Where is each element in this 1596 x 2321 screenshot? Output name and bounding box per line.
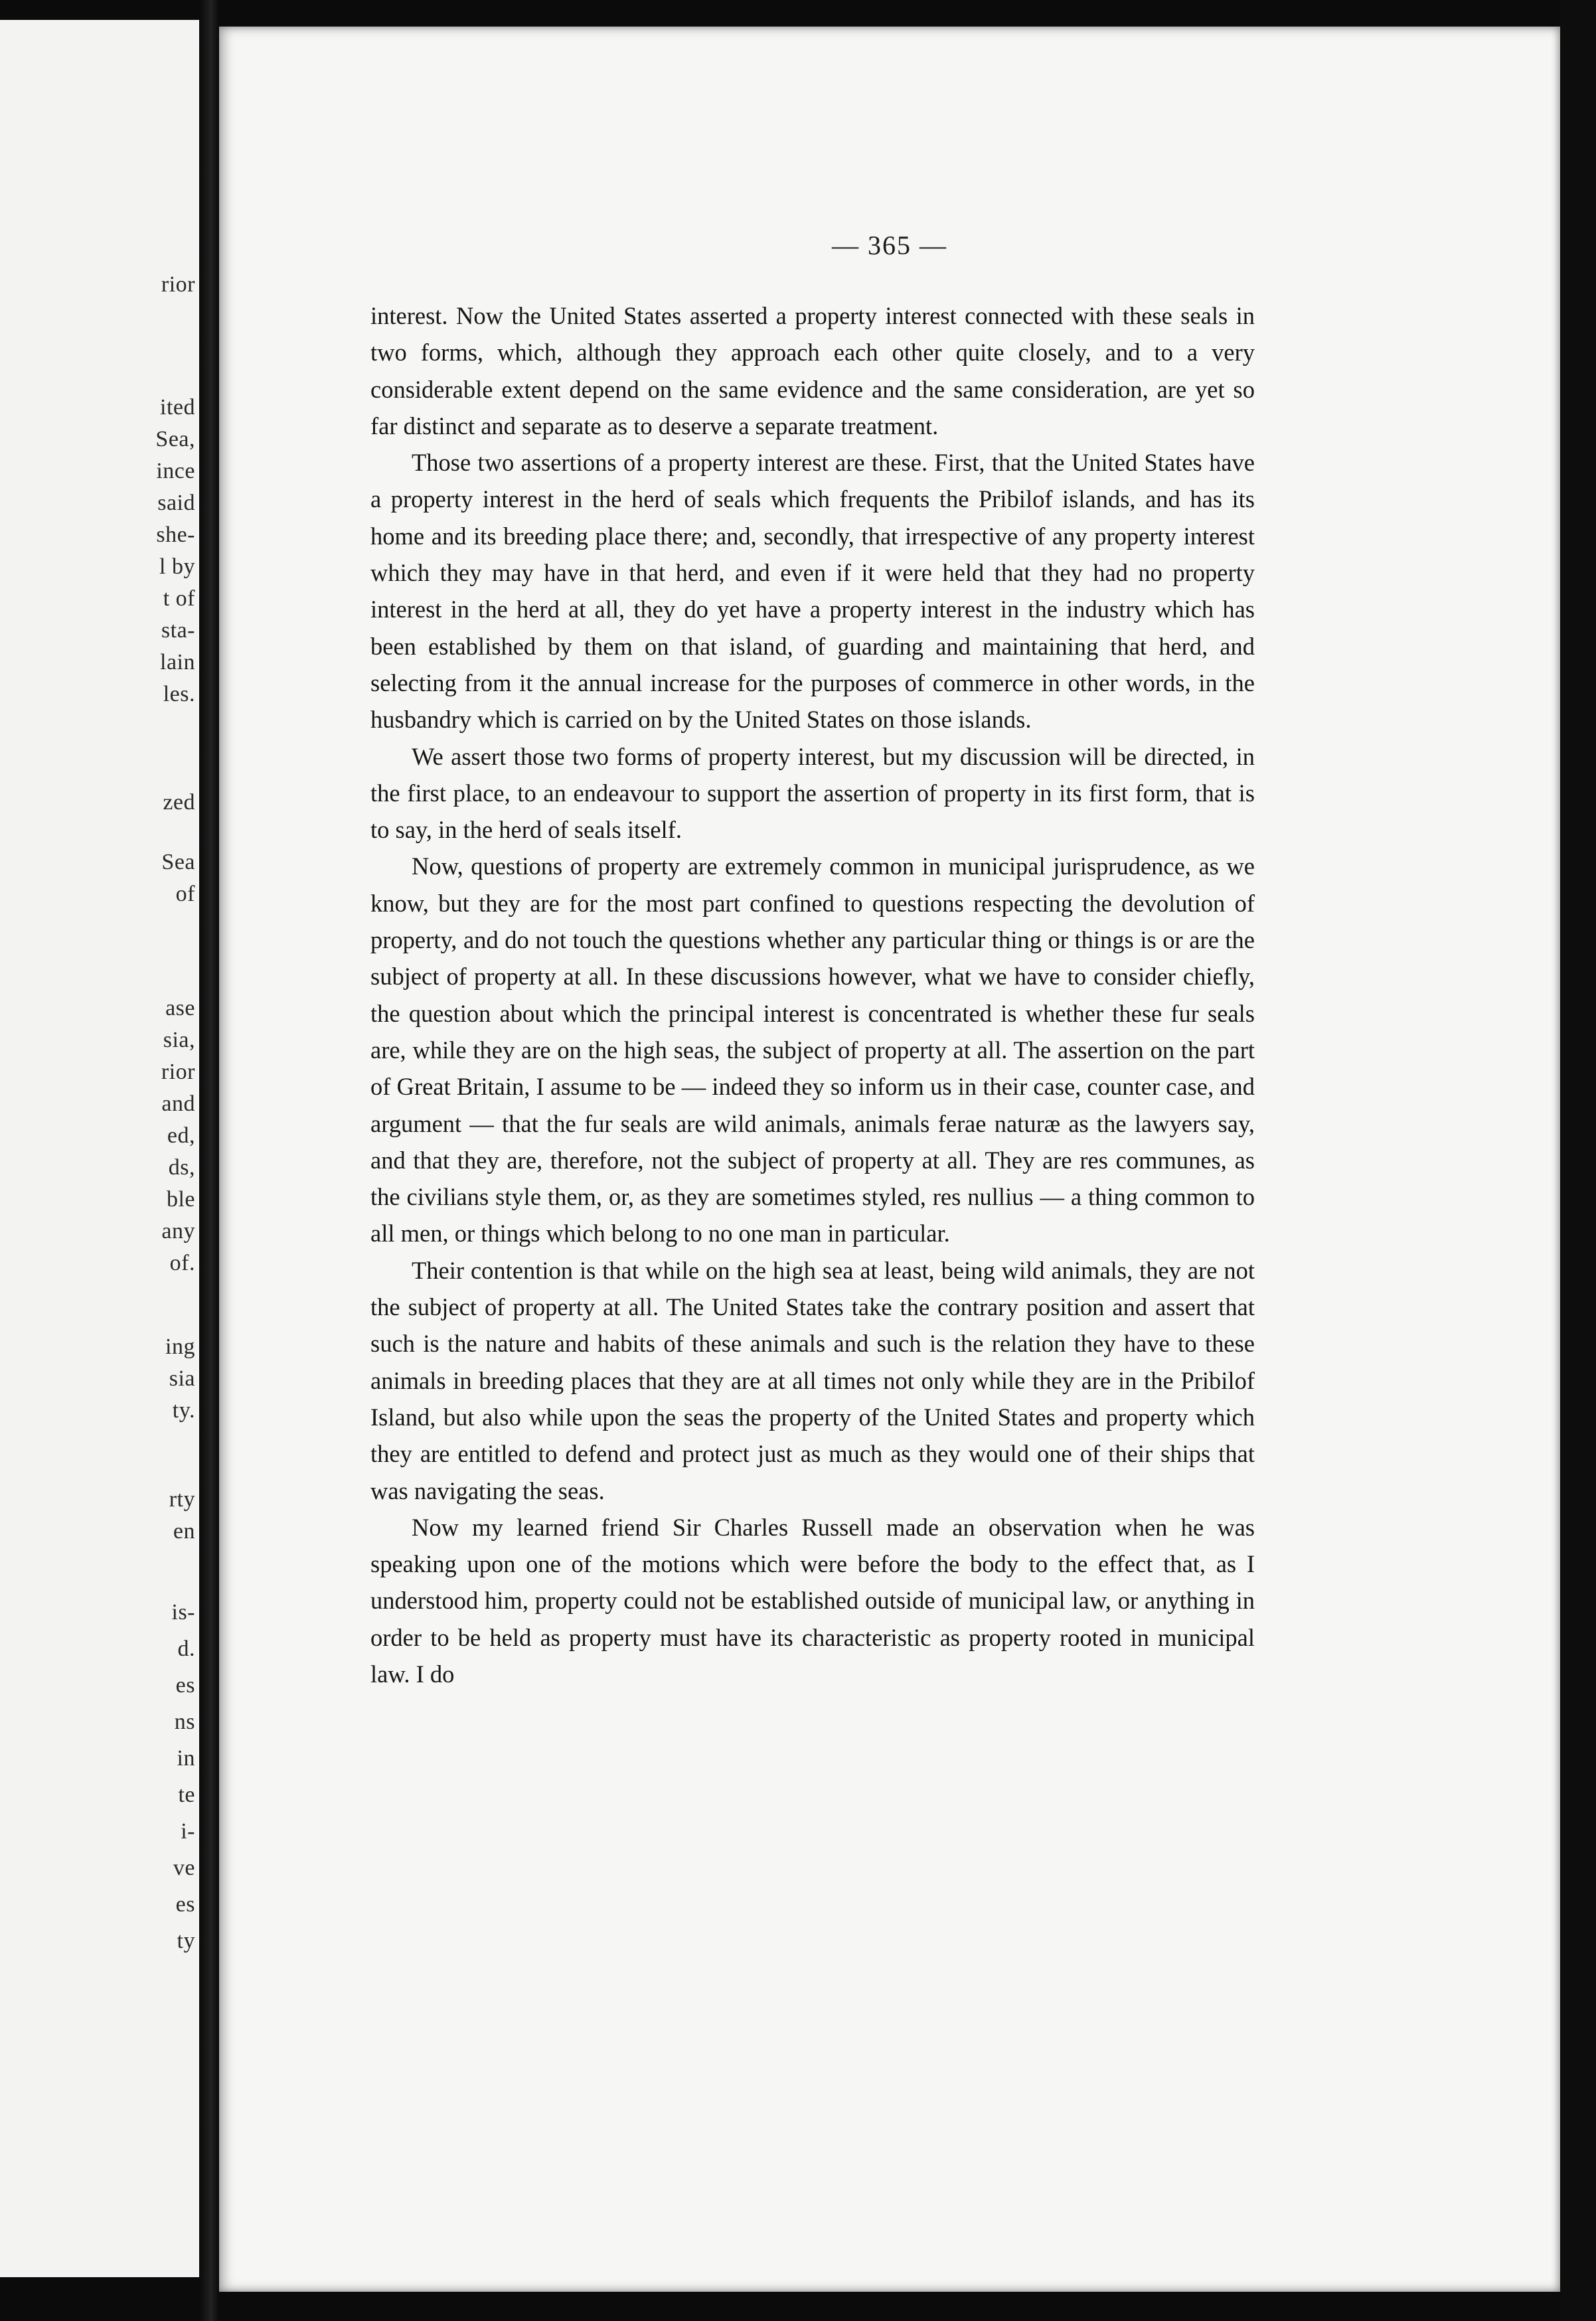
left-fragment: ase — [165, 996, 195, 1020]
left-fragment: es — [175, 1892, 195, 1917]
left-fragment: ty. — [172, 1398, 195, 1423]
paragraph: Now, questions of property are extremely common in municipal jurisprudence, as we know, but they are for the most part confined to questions respecting the devolution of property, and do not touch the questions whether any particular thing or things is or are the subject of property at all. In these discussions however, what we have to consider chiefly, the question about which the principal interest is concentrated is whether these fur seals are, while they are on the high seas, the subject of property at all. The assertion on the part of Great Britain, I assume to be — indeed they so inform us in their case, counter case, and argument — that the fur seals are wild animals, animals ferae naturæ as the lawyers say, and that they are, therefore, not the subject of property at all. They are res communes, as the civilians style them, or, as they are sometimes styled, res nullius — a thing common to all men, or things which belong to no one man in particular. — [370, 852, 1255, 1247]
main-page — [219, 27, 1560, 2292]
paragraph: Their contention is that while on the high sea at least, being wild animals, they are not the subject of property at all. The United States take the contrary position and assert that such is the nature and habits of these animals and such is the relation they have to these animals in breeding places that they are at all times not only while they are in the Pribilof Island, but also while upon the seas the property of the United States and property which they are entitled to defend and protect just as much as they would one of their ships that was navigating the seas. — [370, 1256, 1255, 1504]
left-fragment: any — [161, 1219, 195, 1243]
left-fragment: Sea, — [155, 427, 195, 451]
left-fragment: rior — [161, 1060, 195, 1084]
left-fragment: es — [175, 1673, 195, 1698]
page-number: — 365 — — [832, 230, 947, 260]
book-gutter — [199, 0, 219, 2321]
left-fragment: l by — [159, 554, 195, 579]
left-fragment: ble — [166, 1187, 195, 1212]
left-fragment: sia — [169, 1366, 195, 1391]
left-fragment: ns — [174, 1710, 195, 1734]
left-fragment: t of — [163, 586, 195, 611]
left-fragment: rior — [161, 272, 195, 297]
left-fragment: en — [173, 1519, 195, 1544]
left-fragment: said — [157, 491, 195, 515]
left-fragment: sia, — [163, 1028, 195, 1052]
left-fragment: of — [175, 882, 195, 906]
left-fragment: ve — [173, 1856, 195, 1880]
left-fragment: zed — [163, 790, 195, 815]
left-fragment: d. — [177, 1637, 195, 1661]
left-page-fragments — [0, 20, 199, 2277]
left-fragment: and — [161, 1091, 195, 1116]
left-fragment: lain — [160, 650, 195, 675]
left-fragment: she- — [156, 522, 195, 547]
paragraph: We assert those two forms of property interest, but my discussion will be directed, in the first place, to an endeavour to support the assertion of property in its first form, that is to say, in the herd of seals itself. — [370, 742, 1255, 844]
paragraph: Now my learned friend Sir Charles Russell made an observation when he was speaking upon one of the motions which were before the body to the effect that, as I understood him, property could not be established outside of municipal law, or anything in order to be held as property must have its characteristic as property rooted in municipal law. I do — [370, 1513, 1255, 1688]
left-fragment: te — [178, 1783, 195, 1807]
left-fragment: rty — [169, 1487, 195, 1512]
paragraph: Those two assertions of a property interest are these. First, that the United States have a property interest in the herd of seals which frequents the Pribilof islands, and has its home and its breeding place there; and, secondly, that irrespective of any property interest which they may have in that herd, and even if it were held that they had no property interest in the herd at all, they do yet have a property interest in the industry which has been established by them on that island, of guarding and maintaining that herd, and selecting from it the annual increase for the purposes of commerce in other words, in the husbandry which is carried on by the United States on those islands. — [370, 449, 1255, 734]
left-fragment: ds, — [168, 1155, 195, 1180]
left-facing-page — [0, 20, 199, 2277]
left-fragment: ed, — [167, 1123, 195, 1148]
left-fragment: sta- — [161, 618, 195, 643]
paragraph: interest. Now the United States asserted a property interest connected with these seals in two forms, which, although they approach each other quite closely, and to a very considerable extent depend on the same evidence and the same consideration, are yet so far distinct and separate as to deserve a separate treatment. — [370, 302, 1255, 440]
left-fragment: Sea — [161, 850, 195, 874]
left-fragment: is- — [171, 1600, 195, 1625]
left-fragment: in — [177, 1746, 195, 1771]
scan-border — [1560, 0, 1596, 2321]
left-fragment: ince — [156, 459, 195, 483]
left-fragment: of. — [169, 1251, 195, 1275]
left-fragment: ited — [160, 395, 195, 420]
left-fragment: les. — [163, 682, 195, 706]
left-fragment: ty — [177, 1929, 195, 1953]
left-fragment: i- — [181, 1819, 195, 1844]
body-text — [370, 297, 1255, 1692]
left-fragment: ing — [165, 1334, 195, 1359]
